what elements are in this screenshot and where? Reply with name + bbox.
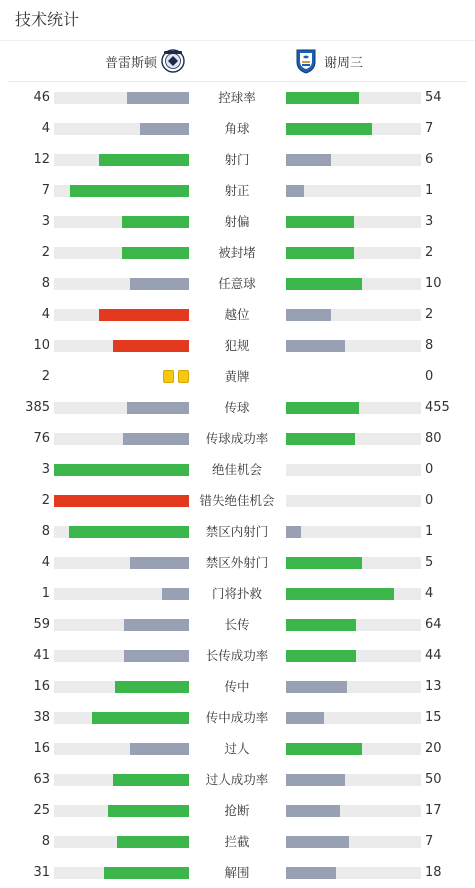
away-stat-bar [286,185,421,197]
home-stat-bar [54,278,189,290]
stat-label: 错失绝佳机会 [199,493,275,508]
away-stat-bar [286,309,421,321]
away-stat-value: 0 [425,462,434,477]
away-stat-value: 0 [425,493,434,508]
stat-row [0,826,475,857]
home-stat-bar [54,681,189,693]
home-stat-value: 8 [41,834,50,849]
home-stat-bar-fill [130,743,189,755]
stat-label: 绝佳机会 [211,462,262,477]
home-stat-bar-fill [54,495,189,507]
away-stat-bar-fill [286,526,301,538]
away-stat-bar-fill [286,278,362,290]
stat-label: 控球率 [218,90,256,105]
stat-label: 任意球 [218,276,256,291]
home-stat-bar [54,340,189,352]
stat-row [0,547,475,578]
away-stat-value: 6 [425,152,434,167]
home-stat-bar [54,743,189,755]
away-stat-value: 10 [425,276,442,291]
home-stat-bar [54,402,189,414]
away-stat-bar [286,774,421,786]
away-stat-value: 54 [425,90,442,105]
stat-label: 长传成功率 [205,648,269,663]
home-stat-bar-fill [99,154,189,166]
home-stat-bar [54,123,189,135]
home-stat-bar [54,650,189,662]
away-stat-bar [286,247,421,259]
home-stat-bar-fill [115,681,189,693]
stat-row [0,733,475,764]
stat-label: 射偏 [224,214,250,229]
stat-row [0,640,475,671]
away-stat-value: 1 [425,524,434,539]
stat-label: 犯规 [224,338,250,353]
away-stat-bar [286,743,421,755]
home-stat-bar [54,92,189,104]
home-stat-value: 7 [41,183,50,198]
home-stat-value: 12 [33,152,50,167]
stat-row [0,516,475,547]
home-stat-bar-fill [113,774,189,786]
home-stat-bar [54,619,189,631]
home-stat-bar-fill [54,464,189,476]
away-stat-bar [286,588,421,600]
home-yellow-cards [163,370,189,383]
away-team[interactable] [294,41,363,81]
away-stat-bar-fill [286,309,331,321]
home-stat-bar [54,712,189,724]
stat-label: 禁区外射门 [205,555,269,570]
home-stat-value: 10 [33,338,50,353]
away-stat-bar-fill [286,340,345,352]
stat-row [0,671,475,702]
home-stat-bar [54,247,189,259]
stat-row [0,330,475,361]
away-stat-bar-fill [286,123,372,135]
away-stat-value: 13 [425,679,442,694]
stat-label: 拦截 [224,834,250,849]
away-stat-bar [286,681,421,693]
away-stat-value: 17 [425,803,442,818]
stat-row [0,609,475,640]
home-stat-bar [54,867,189,879]
home-stat-bar-fill [69,526,189,538]
away-stat-bar [286,216,421,228]
home-stat-value: 16 [33,679,50,694]
away-stat-bar [286,526,421,538]
home-stat-bar [54,464,189,476]
stat-row [0,361,475,392]
stat-row [0,702,475,733]
home-stat-value: 2 [41,369,50,384]
away-stat-value: 20 [425,741,442,756]
stat-label: 门将扑救 [211,586,262,601]
home-stat-bar [54,309,189,321]
home-stat-value: 8 [41,276,50,291]
away-stat-bar-fill [286,712,324,724]
home-stat-bar-fill [99,309,189,321]
home-stat-bar-fill [130,278,189,290]
home-team-crest-icon [161,48,185,74]
home-stat-value: 1 [41,586,50,601]
home-stat-value: 16 [33,741,50,756]
away-stat-value: 7 [425,121,434,136]
away-stat-value: 0 [425,369,434,384]
stat-row [0,82,475,113]
away-stat-bar [286,154,421,166]
stat-label: 过人 [224,741,250,756]
away-stat-bar-fill [286,836,349,848]
away-stat-bar [286,92,421,104]
away-stat-value: 5 [425,555,434,570]
stat-label: 角球 [224,121,250,136]
home-stat-bar [54,557,189,569]
stat-row [0,237,475,268]
away-stat-value: 64 [425,617,442,632]
home-stat-value: 4 [41,121,50,136]
stat-row [0,857,475,888]
away-stat-value: 2 [425,307,434,322]
stat-label: 射门 [224,152,250,167]
stat-row [0,392,475,423]
home-stat-value: 3 [41,214,50,229]
home-stat-bar [54,216,189,228]
stat-row [0,795,475,826]
home-stat-bar-fill [113,340,189,352]
home-stat-bar-fill [127,402,189,414]
home-team-name: 普雷斯顿 [104,55,157,71]
away-stat-bar [286,464,421,476]
away-stat-bar-fill [286,402,359,414]
stat-label: 过人成功率 [205,772,269,787]
home-stat-value: 3 [41,462,50,477]
away-stat-value: 18 [425,865,442,880]
home-stat-bar [54,805,189,817]
stat-row [0,423,475,454]
away-stat-bar-fill [286,557,362,569]
away-stat-bar [286,495,421,507]
away-stat-bar [286,557,421,569]
stat-row [0,764,475,795]
away-stat-bar [286,402,421,414]
away-stat-bar-fill [286,650,356,662]
home-stat-value: 38 [33,710,50,725]
home-stat-bar-fill [122,247,190,259]
home-stat-value: 31 [33,865,50,880]
stat-label: 传中 [224,679,250,694]
stat-label: 黄牌 [224,369,250,384]
stat-label: 传中成功率 [205,710,269,725]
stat-label: 抢断 [224,803,250,818]
home-stat-bar-fill [124,619,189,631]
stat-row [0,206,475,237]
home-stat-bar-fill [108,805,189,817]
away-stat-bar [286,712,421,724]
away-stat-bar-fill [286,154,331,166]
teams-header [8,41,467,82]
home-stat-bar [54,836,189,848]
away-stat-bar-fill [286,681,347,693]
home-stat-bar [54,774,189,786]
home-stat-value: 59 [33,617,50,632]
stat-row [0,454,475,485]
home-stat-value: 25 [33,803,50,818]
away-stat-bar-fill [286,92,359,104]
home-stat-bar [54,433,189,445]
away-stat-value: 4 [425,586,434,601]
home-stat-value: 76 [33,431,50,446]
yellow-card-icon [163,370,174,383]
stat-row [0,175,475,206]
home-stat-bar-fill [122,216,190,228]
away-stat-bar [286,836,421,848]
away-stat-bar [286,340,421,352]
stat-row [0,578,475,609]
home-stat-bar [54,526,189,538]
home-stat-bar-fill [123,433,189,445]
home-stat-value: 63 [33,772,50,787]
away-stat-bar-fill [286,805,340,817]
home-stat-bar [54,495,189,507]
stat-label: 解围 [224,865,250,880]
home-stat-value: 8 [41,524,50,539]
home-stat-bar [54,185,189,197]
away-stat-bar-fill [286,867,336,879]
home-stat-value: 2 [41,245,50,260]
home-stat-bar-fill [70,185,189,197]
stat-row [0,113,475,144]
away-stat-value: 50 [425,772,442,787]
away-stat-bar-fill [286,743,362,755]
home-stat-bar-fill [117,836,189,848]
away-stat-value: 1 [425,183,434,198]
away-stat-value: 44 [425,648,442,663]
home-stat-bar-fill [130,557,189,569]
yellow-card-icon [178,370,189,383]
away-stat-value: 2 [425,245,434,260]
home-stat-bar [54,154,189,166]
stats-list [0,82,475,888]
away-stat-bar-fill [286,588,394,600]
away-stat-bar-fill [286,774,345,786]
home-stat-bar-fill [124,650,189,662]
stat-row [0,268,475,299]
away-stat-bar [286,619,421,631]
page-title: 技术统计 [0,0,475,41]
home-stat-bar-fill [140,123,189,135]
away-stat-value: 15 [425,710,442,725]
home-team[interactable] [105,41,185,81]
away-stat-bar [286,278,421,290]
stat-row [0,144,475,175]
stat-label: 长传 [224,617,250,632]
away-stat-value: 455 [425,400,450,415]
away-stat-value: 7 [425,834,434,849]
away-stat-value: 80 [425,431,442,446]
home-stat-value: 41 [33,648,50,663]
stat-label: 射正 [224,183,250,198]
stat-label: 传球成功率 [205,431,269,446]
home-stat-bar [54,588,189,600]
home-stat-value: 46 [33,90,50,105]
home-stat-value: 2 [41,493,50,508]
away-stat-bar [286,867,421,879]
away-team-crest-icon [294,48,318,74]
stat-row [0,299,475,330]
home-stat-value: 4 [41,307,50,322]
away-stat-bar-fill [286,247,354,259]
home-stat-bar-fill [162,588,189,600]
home-stat-bar-fill [104,867,189,879]
away-stat-bar [286,805,421,817]
home-stat-bar-fill [127,92,189,104]
home-stat-bar-fill [92,712,189,724]
away-stat-bar-fill [286,216,354,228]
away-stat-bar-fill [286,185,304,197]
away-stat-value: 3 [425,214,434,229]
stat-label: 禁区内射门 [205,524,269,539]
away-stat-value: 8 [425,338,434,353]
away-stat-bar [286,433,421,445]
home-stat-value: 4 [41,555,50,570]
stat-label: 传球 [224,400,250,415]
away-stat-bar [286,650,421,662]
away-stat-bar-fill [286,433,355,445]
away-team-name: 谢周三 [324,55,364,71]
stat-label: 越位 [224,307,250,322]
away-stat-bar [286,123,421,135]
away-stat-bar-fill [286,619,356,631]
stat-label: 被封堵 [218,245,256,260]
home-stat-value: 385 [25,400,50,415]
stat-row [0,485,475,516]
